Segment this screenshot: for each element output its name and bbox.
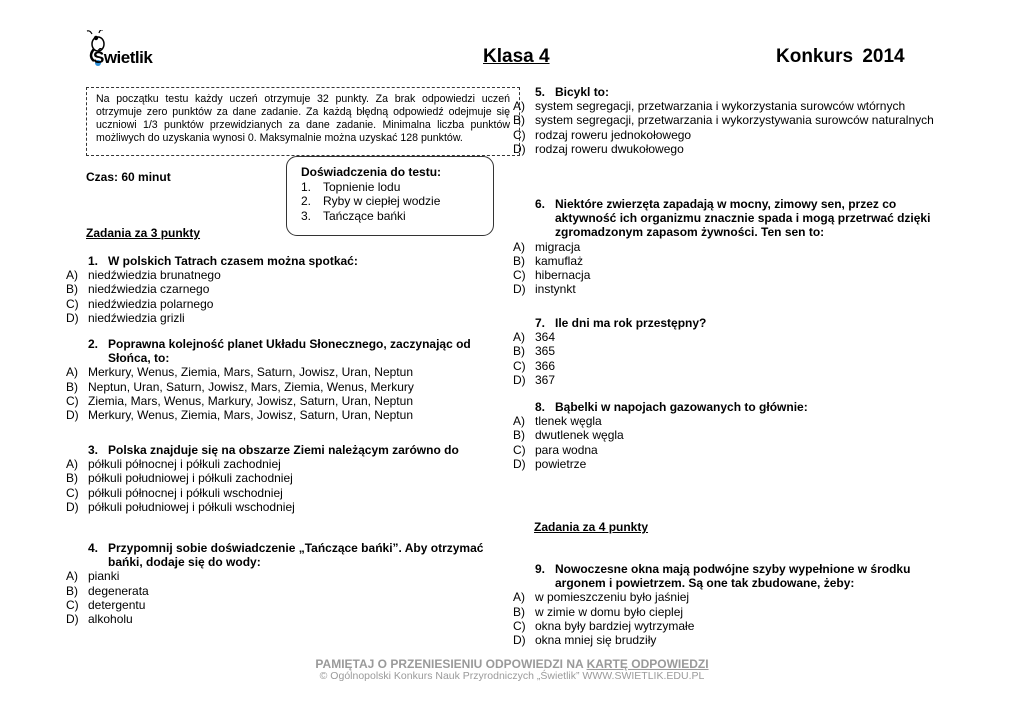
- answer-option: D) 367: [513, 372, 556, 387]
- answer-option: B) niedźwiedzia czarnego: [66, 282, 210, 297]
- answer-option: C) para wodna: [513, 442, 598, 457]
- logo-text: Świetlik: [93, 48, 153, 67]
- question-stem: 9. Nowoczesne okna mają podwójne szyby wypełnione w środku argonem i powietrzem. Są one tak zbudowane, żeby:: [535, 562, 911, 591]
- answer-option: A) migracja: [513, 239, 581, 254]
- answer-option: D) rodzaj roweru dwukołowego: [513, 141, 684, 156]
- footer-copyright: © Ogólnopolski Konkurs Nauk Przyrodniczych „Świetlik” WWW.SWIETLIK.EDU.PL: [319, 670, 705, 682]
- question-6: [513, 197, 938, 296]
- footer-reminder: PAMIĘTAJ O PRZENIESIENIU ODPOWIEDZI NA KARTĘ ODPOWIEDZI: [315, 657, 709, 671]
- experiences-box: [286, 156, 494, 236]
- question-stem: 8. Bąbelki w napojach gazowanych to głównie:: [535, 400, 808, 414]
- answer-option: B) degenerata: [66, 583, 149, 598]
- question-8: [513, 400, 943, 471]
- question-5: [513, 85, 943, 156]
- answer-option: C) hibernacja: [513, 268, 591, 283]
- answer-option: A) w pomieszczeniu było jaśniej: [513, 590, 690, 605]
- answer-option: B) półkuli południowej i półkuli zachodniej: [66, 471, 293, 486]
- answer-option: D) niedźwiedzia grizli: [66, 310, 185, 325]
- answer-option: A) tlenek węgla: [513, 414, 602, 429]
- answer-option: C) rodzaj roweru jednokołowego: [513, 127, 692, 142]
- answer-option: D) instynkt: [513, 282, 576, 297]
- page-title: Klasa 4: [483, 46, 550, 67]
- question-stem: 2. Poprawna kolejność planet Układu Słonecznego, zaczynając od Słońca, to:: [88, 337, 471, 366]
- answer-option: B) dwutlenek węgla: [513, 428, 624, 443]
- experience-item: 3. Tańczące bańki: [301, 208, 406, 223]
- answer-option: D) alkoholu: [66, 612, 133, 627]
- answer-option: D) półkuli południowej i półkuli wschodniej: [66, 499, 295, 514]
- answer-option: B) Neptun, Uran, Saturn, Jowisz, Mars, Ziemia, Wenus, Merkury: [66, 379, 414, 394]
- answer-option: A) pianki: [66, 569, 120, 584]
- question-stem: 7. Ile dni ma rok przestępny?: [535, 316, 707, 330]
- section-heading-4pt: Zadania za 4 punkty: [534, 520, 649, 534]
- answer-option: C) półkuli północnej i półkuli wschodniej: [66, 485, 283, 500]
- question-2: [66, 337, 506, 422]
- answer-option: B) w zimie w domu było cieplej: [513, 604, 684, 619]
- answer-option: A) półkuli północnej i półkuli zachodniej: [66, 457, 281, 472]
- question-3: [66, 443, 506, 514]
- question-1: [66, 254, 506, 325]
- question-stem: 5. Bicykl to:: [535, 85, 610, 99]
- answer-option: A) system segregacji, przetwarzania i wykorzystania surowców wtórnych: [513, 99, 906, 114]
- rules-box: Na początku testu każdy uczeń otrzymuje 32 punkty. Za brak odpowiedzi uczeń otrzymuje zero punktów za dane zadanie. Za każdą błędną odpowiedź odejmuje się uczniowi 1/3 punktów przewidzianych za dane zadanie. Minimalna liczba punktów możliwych do uzyskania wynosi 0. Maksymalnie można uzyskać 128 punktów.: [86, 87, 520, 156]
- answer-option: C) niedźwiedzia polarnego: [66, 296, 214, 311]
- section-heading-3pt: Zadania za 3 punkty: [86, 226, 201, 240]
- answer-option: D) Merkury, Wenus, Ziemia, Mars, Jowisz, Saturn, Uran, Neptun: [66, 408, 413, 423]
- answer-option: C) 366: [513, 358, 556, 373]
- question-stem: 4. Przypomnij sobie doświadczenie „Tańczące bańki”. Aby otrzymać bańki, dodaje się do wody:: [88, 541, 484, 570]
- answer-option: D) powietrze: [513, 456, 587, 471]
- answer-option: C) okna były bardziej wytrzymałe: [513, 618, 695, 633]
- answer-option: A) niedźwiedzia brunatnego: [66, 268, 221, 283]
- question-7: [513, 316, 943, 387]
- question-9: [513, 562, 948, 647]
- time-limit: Czas: 60 minut: [86, 170, 171, 184]
- answer-option: B) 365: [513, 344, 556, 359]
- answer-sheet-label: KARTĘ ODPOWIEDZI: [586, 657, 709, 671]
- experience-item: 2. Ryby w ciepłej wodzie: [301, 194, 441, 208]
- answer-option: C) Ziemia, Mars, Wenus, Markury, Jowisz, Saturn, Uran, Neptun: [66, 393, 413, 408]
- question-stem: 6. Niektóre zwierzęta zapadają w mocny, zimowy sen, przez co aktywność ich organizmu znacznie spada i mogą przetrwać dzięki zgromadzonym zapasom żywności. Ten sen to:: [535, 197, 931, 240]
- answer-option: A) Merkury, Wenus, Ziemia, Mars, Saturn, Jowisz, Uran, Neptun: [66, 365, 413, 380]
- experiences-heading: Doświadczenia do testu:: [301, 165, 442, 179]
- answer-option: B) kamuflaż: [513, 253, 584, 268]
- answer-option: B) system segregacji, przetwarzania i wykorzystywania surowców naturalnych: [513, 113, 934, 128]
- answer-option: D) okna mniej się brudziły: [513, 633, 657, 648]
- question-stem: 3. Polska znajduje się na obszarze Ziemi należącym zarówno do: [88, 443, 459, 457]
- answer-option: A) 364: [513, 330, 556, 345]
- contest-title: Konkurs 2014: [776, 46, 905, 67]
- answer-option: C) detergentu: [66, 597, 146, 612]
- question-4: [66, 541, 486, 626]
- experience-item: 1. Topnienie lodu: [301, 179, 401, 194]
- question-stem: 1. W polskich Tatrach czasem można spotkać:: [88, 254, 358, 268]
